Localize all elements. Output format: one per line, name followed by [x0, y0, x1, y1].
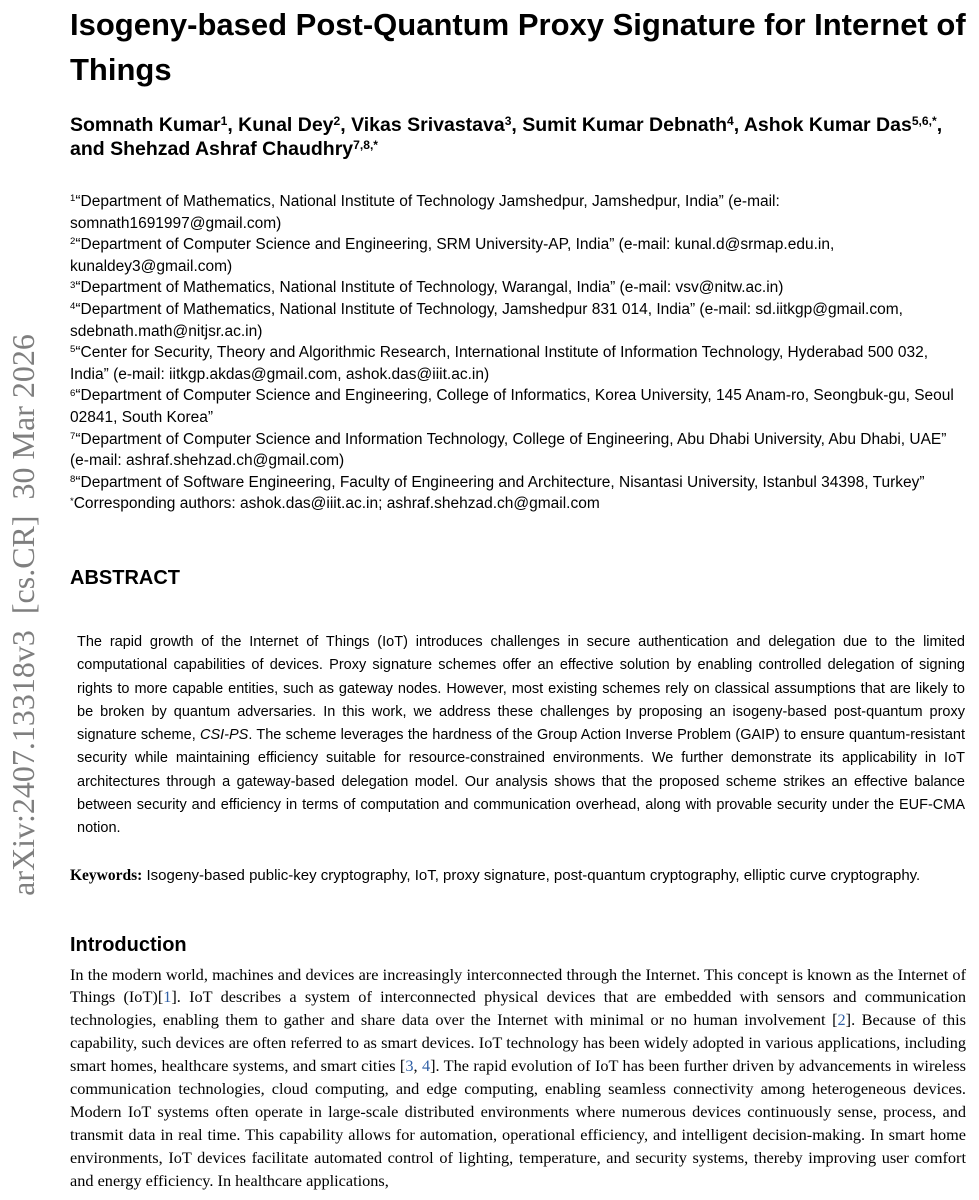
keywords-line: [70, 865, 966, 886]
text-segment: “Department of Mathematics, National Institute of Technology, Jamshedpur 831 014, India” (e-mail: sd.iitkgp@gmail.com, sdebnath.math@nitjsr.ac.in): [70, 300, 903, 340]
citation-link[interactable]: 3: [405, 1056, 414, 1076]
paper-title: Isogeny-based Post-Quantum Proxy Signature for Internet of Things: [70, 7, 966, 87]
text-segment: , Sumit Kumar Debnath: [511, 114, 728, 136]
text-segment: Corresponding authors: ashok.das@iiit.ac.in; ashraf.shehzad.ch@gmail.com: [73, 495, 600, 513]
text-segment: , and Shehzad Ashraf Chaudhry: [70, 114, 943, 160]
affiliation-line: [70, 342, 966, 385]
citation-link[interactable]: 1: [163, 987, 172, 1007]
affiliation-line: [70, 299, 966, 342]
affiliation-line: [70, 472, 966, 494]
superscript: 4: [727, 113, 734, 128]
text-segment: . The scheme leverages the hardness of the Group Action Inverse Problem (GAIP) to ensure quantum-resistant security while maintaining efficiency suitable for resource-constrained environments. We further demonstrate its applicability in IoT architectures through a gateway-based delegation model. Our analysis shows that the proposed scheme strikes an effective balance between security and efficiency in terms of computation and communication overhead, along with provable security under the EUF-CMA notion.: [77, 727, 965, 837]
text-segment: “Department of Software Engineering, Faculty of Engineering and Architecture, Nisantasi University, Istanbul 34398, Turkey”: [75, 473, 925, 491]
text-segment: ]. The rapid evolution of IoT has been further driven by advancements in wireless communication technologies, cloud computing, and edge computing, enabling seamless connectivity among heterogeneous devices. Modern IoT systems often operate in large-scale distributed environments where numerous devices continuously sense, process, and transmit data in real time. This capability allows for automation, operational efficiency, and intelligent decision-making. In smart home environments, IoT devices facilitate automated control of lighting, temperature, and security systems, thereby improving user comfort and energy efficiency. In healthcare applications,: [70, 1056, 967, 1190]
text-segment: “Department of Computer Science and Engineering, College of Informatics, Korea University, 145 Anam-ro, Seongbuk-gu, Seoul 02841, South Korea”: [70, 387, 954, 426]
superscript: 3: [504, 113, 512, 128]
text-segment: ,: [413, 1056, 422, 1076]
text-segment: , Ashok Kumar Das: [733, 114, 912, 136]
text-segment: “Department of Computer Science and Engineering, SRM University-AP, India” (e-mail: kunal.d@srmap.edu.in, kunaldey3@gmail.com): [70, 236, 835, 275]
abstract-text: [77, 631, 965, 841]
affiliation-line: [70, 191, 966, 234]
superscript: 3: [70, 279, 76, 291]
superscript: 2: [333, 113, 341, 128]
affiliations-block: [70, 191, 966, 515]
affiliation-line: [70, 277, 966, 299]
abstract-heading: ABSTRACT: [70, 566, 180, 589]
affiliation-line: [70, 234, 966, 277]
introduction-paragraph: [70, 964, 966, 1193]
authors-line: [70, 113, 966, 161]
superscript: 1: [70, 193, 76, 205]
superscript: 4: [70, 301, 76, 313]
superscript: 1: [220, 113, 228, 128]
text-segment: ]. IoT describes a system of interconnected physical devices that are embedded with sensors and communication technologies, enabling them to gather and share data over the Internet with minimal or no human involvement [: [70, 987, 967, 1030]
affiliation-line: [70, 385, 966, 428]
citation-link[interactable]: 4: [421, 1056, 431, 1076]
text-segment: CSI-PS: [200, 727, 249, 744]
affiliation-line: [70, 429, 966, 472]
text-segment: , Kunal Dey: [227, 114, 334, 136]
superscript: 5: [70, 344, 76, 356]
text-segment: In the modern world, machines and devices are increasingly interconnected through the Internet. This concept is known as the Internet of Things (IoT)[: [70, 964, 966, 1007]
arxiv-watermark: arXiv:2407.13318v3 [cs.CR] 30 Mar 2026: [5, 334, 41, 896]
text-segment: “Department of Mathematics, National Institute of Technology, Warangal, India” (e-mail: vsv@nitw.ac.in): [75, 279, 784, 297]
superscript: 7,8,*: [353, 137, 379, 152]
text-segment: The rapid growth of the Internet of Things (IoT) introduces challenges in secure authentication and delegation due to the limited computational capabilities of devices. Proxy signature schemes offer an effective solution by enabling controlled delegation of signing rights to more capable entities, such as gateway nodes. However, most existing schemes rely on classical assumptions that are likely to be broken by quantum adversaries. In this work, we address these challenges by proposing an isogeny-based post-quantum proxy signature scheme,: [77, 633, 965, 744]
superscript: 2: [70, 236, 76, 248]
text-segment: ]. Because of this capability, such devices are often referred to as smart devices. IoT technology has been widely adopted in various applications, including smart homes, healthcare systems, and smart cities [: [70, 1010, 966, 1076]
paper-content: [70, 0, 966, 1193]
superscript: *: [70, 495, 74, 507]
superscript: 5,6,*: [911, 113, 937, 128]
text-segment: “Department of Computer Science and Information Technology, College of Engineering, Abu Dhabi University, Abu Dhabi, UAE” (e-mail: ashraf.shehzad.ch@gmail.com): [70, 430, 947, 470]
text-segment: Somnath Kumar: [70, 114, 221, 136]
text-segment: “Center for Security, Theory and Algorithmic Research, International Institute of Information Technology, Hyderabad 500 032, India” (e-mail: iitkgp.akdas@gmail.com, ashok.das@iiit.ac.in): [70, 344, 929, 383]
superscript: 7: [70, 430, 76, 442]
affiliation-line: [70, 493, 966, 515]
text-segment: “Department of Mathematics, National Institute of Technology Jamshedpur, Jamshedpur, India” (e-mail: somnath1691997@gmail.com): [70, 193, 780, 232]
keywords-text: Isogeny-based public-key cryptography, IoT, proxy signature, post-quantum cryptography, elliptic curve cryptography.: [142, 866, 921, 884]
citation-link[interactable]: 2: [837, 1010, 846, 1030]
superscript: 8: [70, 473, 76, 485]
introduction-heading: Introduction: [70, 933, 187, 956]
keywords-label: Keywords:: [70, 866, 143, 884]
superscript: 6: [70, 387, 76, 399]
text-segment: , Vikas Srivastava: [340, 114, 505, 136]
